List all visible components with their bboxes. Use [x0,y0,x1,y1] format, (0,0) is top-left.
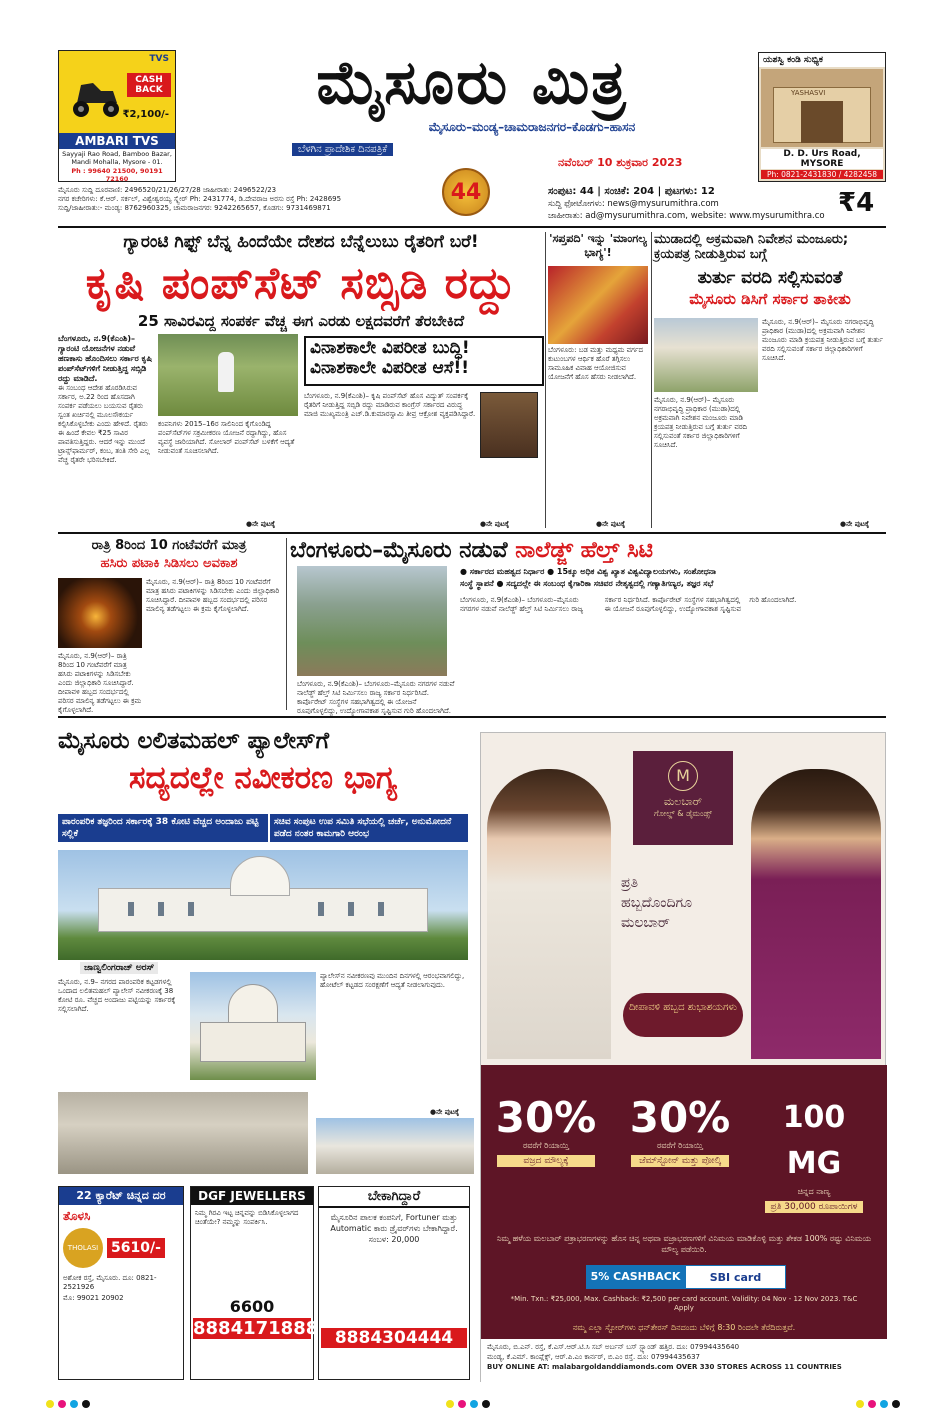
dealer-address: Sayyaji Rao Road, Bamboo Bazar, Mandi Mohalla, Mysore - 01. [62,150,172,166]
malabar-advertisement [480,732,886,1382]
muda-headline: ತುರ್ತು ವರದಿ ಸಲ್ಲಿಸುವಂತೆ [697,268,843,288]
issue-date: ನವೆಂಬರ್ 10 ಶುಕ್ರವಾರ 2023 [558,156,683,169]
divider [58,532,886,534]
crackers-text: ಮೈಸೂರು, ನ.9(ಆರ್)– ರಾತ್ರಿ 8ರಿಂದ 10 ಗಂಟೆವರೆಗೆ ಮಾತ್ರ ಹಸಿರು ಪಟಾಕಿಗಳನ್ನು ಸಿಡಿಸಬೇಕು ಎಂದು ಜಿಲ್ಲಾಧಿಕಾರಿ ಸೂಚಿಸಿದ್ದಾರೆ. ದೀಪಾವಳಿ ಹಬ್ಬದ ಸಂದರ್ಭದಲ್ಲಿ ಪರಿಸರ ಮಾಲಿನ್ಯ ತಡೆಗಟ್ಟಲು ಈ ಕ್ರಮ ಕೈಗೊಳ್ಳಲಾಗಿದೆ. [146,578,280,613]
offer-1-value: 30% [495,1093,597,1142]
lead-headline: ಕೃಷಿ ಪಂಪ್‌ಸೆಟ್ ಸಬ್ಸಿಡಿ ರದ್ದು [85,258,517,309]
knowledge-city-body-2 [297,680,457,715]
contact-line-1: ಮೈಸೂರು ಸುದ್ದಿ ದೂರವಾಣಿ: 2496520/21/26/27/28 ಜಾಹೀರಾತು: 2496522/23 [58,186,277,194]
crackers-headline: ಹಸಿರು ಪಟಾಕಿ ಸಿಡಿಸಲು ಅವಕಾಶ [100,556,238,571]
aerial-city-photo [297,566,447,676]
anniversary-emblem [442,168,490,216]
muda-continued: ●ನೇ ಪುಟಕ್ಕೆ [840,520,870,528]
palace-facade-photo [316,1118,474,1174]
address-line-1: ಮೈಸೂರು, ಬಿ.ಎನ್. ರಸ್ತೆ, ಕೆ.ಎಸ್.ಆರ್.ಟಿ.ಸಿ ಸಬ್ ಅರ್ಬನ್ ಬಸ್ ಸ್ಟ್ಯಾಂಡ್ ಹತ್ತಿರ. ದೂ: 07994435640 [487,1343,740,1351]
opinion-body [304,392,476,522]
lead-body-2: ಕಂಪನಿಗಳು 2015–16ರ ಸಾಲಿನಿಂದ ಕೈಗೊಂಡಿದ್ದ ಪಂಪ್‌ಸೆಟ್‌ಗಳ ಸಕ್ರಮೀಕರಣ ಯೋಜನೆ ರದ್ದಾಗಿದ್ದು, ಹೊಸ ವ್ಯವಸ್ಥೆ ಜಾರಿಯಾಗಿದೆ. ಸೋಲಾರ್ ಪಂಪ್‌ಸೆಟ್ ಬಳಕೆಗೆ ಆದ್ಯತೆ ನೀಡುವಂತೆ ಸೂಚಿಸಲಾಗಿದೆ. [158,420,295,455]
lalitha-continued: ●ನೇ ಪುಟಕ್ಕೆ [430,1108,460,1116]
wanted-advertisement [318,1186,470,1380]
address-line-2: ಮಂಡ್ಯ, ಕೆ.ಎಮ್. ಕಾಂಪ್ಲೆಕ್ಸ್, ಆರ್.ಪಿ.ಎಂ ಕಾರ್ನರ್, ಬಿ.ಎಂ ರಸ್ತೆ. ದೂ: 07994435637 [487,1353,700,1361]
knowledge-city-headline-b: ನಾಲೆಡ್ಜ್ ಹೆಲ್ತ್ ಸಿಟಿ [515,538,654,563]
divider [58,226,886,228]
offer-2-value: 30% [629,1093,731,1142]
scooter-icon [67,69,123,121]
yashasvi-phone: Ph: 0821-2431830 / 4282458 [761,170,883,179]
lalitha-headline: ಸದ್ಯದಲ್ಲೇ ನವೀಕರಣ ಭಾಗ್ಯ [129,760,397,796]
exchange-note: ನಿಮ್ಮ ಹಳೆಯ ಮಲಬಾರ್ ಪತ್ರಾಭರಣಗಳನ್ನು ಹೊಸ ಚಿನ್ನ ಅಥವಾ ವಜ್ರಾಭರಣಗಳಿಗೆ ವಿನಿಮಯ ಮಾಡಿಕೊಳ್ಳಿ ಮತ್ತು ಶೇಕಡ 100% ರಷ್ಟು ವಿನಿಮಯ ಮೌಲ್ಯ ಪಡೆಯಿರಿ. [496,1234,872,1254]
tholasi-phone: ಮೊ: 99021 20902 [63,1294,124,1302]
lalitha-text-2: ಪ್ಯಾಲೇಸ್‌ನ ನವೀಕರಣವು ಮುಂದಿನ ದಿನಗಳಲ್ಲಿ ಆರಂಭವಾಗಲಿದ್ದು, ಹೋಟೆಲ್ ಕಟ್ಟಡದ ಸಂರಕ್ಷಣೆಗೆ ಆದ್ಯತೆ ನೀಡಲಾಗುವುದು. [320,972,465,989]
muda-body-right [762,318,886,522]
author-caption: ಜಾಣ್ವಲಿಂಗರಾಜ್ ಅರಸ್ [80,962,158,974]
wanted-body: ಮೈಸೂರಿನ ಪಾಲಕ ಕಂಪನಿಗೆ, Fortuner ಮತ್ತು Automatic ಕಾರು ಡ್ರೈವರ್‌ಗಳು ಬೇಕಾಗಿದ್ದಾರೆ. ಸಂಬಳ: 20,000 [330,1213,458,1244]
crackers-body [146,578,280,706]
muda-body-left [654,396,758,522]
emblem-number: 44 [450,179,482,205]
gold-rate-title: 22 ಕ್ಯಾರೆಟ್ ಚಿನ್ನದ ದರ [59,1187,183,1205]
print-registration-marks [46,1400,90,1408]
knowledge-city-headline [290,538,886,563]
print-registration-marks [856,1400,900,1408]
slogan-line-3: ಮಲಬಾರ್ [621,915,670,931]
model-right-image [751,769,881,1059]
diya-photo [58,578,142,648]
diamond-offer [487,1095,605,1167]
dealer-name: AMBARI TVS [59,133,175,149]
print-registration-marks [446,1400,490,1408]
contact-info [58,186,438,213]
divider [545,232,546,528]
newspaper-title: ಮೈಸೂರು ಮಿತ್ರ [316,48,628,118]
dgf-title: DGF JEWELLERS [191,1187,313,1205]
opinion-line-2: ವಿನಾಶಕಾಲೇ ವಿಪರೀತ ಆಸೆ!! [310,358,469,378]
muda-text: ಮೈಸೂರು, ನ.9(ಆರ್)– ಮೈಸೂರು ನಗರಾಭಿವೃದ್ಧಿ ಪ್ರಾಧಿಕಾರ (ಮುಡಾ)ದಲ್ಲಿ ಅಕ್ರಮವಾಗಿ ನಿವೇಶನ ಮಂಜೂರು ಮಾಡಿ ಕ್ರಯಪತ್ರ ನೀಡುತ್ತಿರುವ ಬಗ್ಗೆ ತುರ್ತು ವರದಿ ಸಲ್ಲಿಸುವಂತೆ ಸರ್ಕಾರ ಜಿಲ್ಲಾಧಿಕಾರಿಗಳಿಗೆ ಸೂಚಿಸಿದೆ. [762,318,883,362]
divider [651,232,652,528]
dc-office-photo [654,318,758,392]
cashback-label: CASH BACK [127,73,171,97]
building-image [761,69,883,147]
palace-dome-photo [190,972,316,1080]
dgf-phone: 8884171888 [193,1318,319,1339]
bullet-line-1: ● ಸರ್ಕಾರದ ಮಹತ್ವದ ನಿರ್ಧಾರ ● 15ಕ್ಕೂ ಅಧಿಕ ವಿಶ್ವ ಖ್ಯಾತ ವಿಶ್ವವಿದ್ಯಾಲಯಗಳು, ಸಂಶೋಧನಾ [460,567,717,576]
lead-column-2 [158,420,298,524]
yashasvi-name: ಯಶಸ್ವಿ ಕಂಡಿ ಸುಭ್ಯಿಕ [759,53,885,67]
masthead [198,46,746,169]
yashasvi-road: D. D. Urs Road, MYSORE [761,149,883,169]
tholasi-brand: ತೊಳಸಿ [63,1209,91,1223]
lalitha-mahal-photo [58,850,468,960]
sbi-card-logo: SBI card [685,1265,786,1289]
tholasi-advertisement [58,1186,184,1380]
crackers-text-2: ಮೈಸೂರು, ನ.9(ಆರ್)– ರಾತ್ರಿ 8ರಿಂದ 10 ಗಂಟೆವರೆಗೆ ಮಾತ್ರ ಹಸಿರು ಪಟಾಕಿಗಳನ್ನು ಸಿಡಿಸಬೇಕು ಎಂದು ಜಿಲ್ಲಾಧಿಕಾರಿ ಸೂಚಿಸಿದ್ದಾರೆ. ದೀಪಾವಳಿ ಹಬ್ಬದ ಸಂದರ್ಭದಲ್ಲಿ ಪರಿಸರ ಮಾಲಿನ್ಯ ತಡೆಗಟ್ಟಲು ಈ ಕ್ರಮ ಕೈಗೊಳ್ಳಲಾಗಿದೆ. [58,652,142,714]
tholasi-address: ಅಶೋಕ ರಸ್ತೆ, ಮೈಸೂರು. ದೂ: 0821-2521926 [63,1274,157,1291]
terms-conditions: *Min. Txn.: ₹25,000, Max. Cashback: ₹2,500 per card account. Validity: 04 Nov - 12 Nov 2023. T&C Apply [510,1295,858,1312]
mangalya-story [548,232,648,260]
issue-info [548,186,828,222]
malabar-brand: ಮಲಬಾರ್ [663,795,703,808]
lead-continued: ●ನೇ ಪುಟಕ್ಕೆ [246,520,276,528]
gold-coin-offer [755,1095,873,1213]
wanted-title: ಬೇಕಾಗಿದ್ದಾರೆ [319,1187,469,1208]
buy-online: BUY ONLINE AT: malabargoldanddiamonds.com OVER 330 STORES ACROSS 11 COUNTRIES [487,1363,842,1371]
festival-slogan [621,873,751,933]
lead-lede: ಬೆಂಗಳೂರು, ನ.9(ಕೆಎಂಶಿ)–ಗ್ಯಾರಂಟಿ ಯೋಜನೆಗಳ ನಡುವೆ ಹಣಕಾಸು ಹೊಂದಿಸಲು ಸರ್ಕಾರ ಕೃಷಿ ಪಂಪ್‌ಸೆಟ್‌ಗಳಿಗೆ ನೀಡುತ್ತಿದ್ದ ಸಬ್ಸಿಡಿ ರದ್ದು ಮಾಡಿದೆ. [58,334,152,383]
offer-3-value: 100 MG [782,1100,846,1181]
crackers-body-2 [58,652,142,714]
cashback-text: 5% CASHBACK [586,1265,685,1289]
gemstone-offer [621,1095,739,1167]
farmer-field-photo [158,334,298,416]
opinion-line-1: ವಿನಾಶಕಾಲೇ ವಿಪರೀತ ಬುದ್ಧಿ! [310,338,470,358]
opinion-text: ಬೆಂಗಳೂರು, ನ.9(ಕೆಎಂಶಿ)– ಕೃಷಿ ಪಂಪ್‌ಸೆಟ್ ಹೊಸ ವಿದ್ಯುತ್ ಸಂಪರ್ಕಕ್ಕೆ ರೈತರಿಗೆ ನೀಡುತ್ತಿದ್ದ ಸಬ್ಸಿಡಿ ರದ್ದು ಮಾಡಿರುವ ಕಾಂಗ್ರೆಸ್ ಸರ್ಕಾರದ ವಿರುದ್ಧ ಮಾಜಿ ಮುಖ್ಯಮಂತ್ರಿ ಎಚ್.ಡಿ.ಕುಮಾರಸ್ವಾಮಿ ತೀವ್ರ ಆಕ್ರೋಶ ವ್ಯಕ್ತಪಡಿಸಿದ್ದಾರೆ. [304,392,476,418]
offer-3-sub: ಚಿನ್ನದ ನಾಣ್ಯ [797,1187,831,1196]
lalitha-tag-1: ಪಾರಂಪರಿಕ ತಜ್ಞರಿಂದ ಸರ್ಕಾರಕ್ಕೆ 38 ಕೋಟಿ ವೆಚ್ಚದ ಅಂದಾಜು ಪಟ್ಟಿ ಸಲ್ಲಿಕೆ [58,814,268,842]
email-line: ಸುದ್ದಿ ಫೋಟೋಗಳು: news@mysurumithra.com [548,199,719,209]
knowledge-city-body [460,596,886,706]
malabar-brand-2: ಗೋಲ್ಡ್ & ಡೈಮಂಡ್ಸ್ [654,809,712,818]
yashasvi-advertisement [758,52,886,182]
cover-price: ₹4 [838,188,875,218]
store-addresses [481,1339,887,1383]
mangalya-kicker: 'ಸಪ್ತಪದಿ' ಇನ್ನು 'ಮಾಂಗಲ್ಯ ಭಾಗ್ಯ'! [549,232,647,259]
offer-3-label: ಪ್ರತಿ 30,000 ರೂಪಾಯಿಗಳ [765,1201,863,1213]
mangalya-text: ಬೆಂಗಳೂರು: ಬಡ ಮತ್ತು ಮಧ್ಯಮ ವರ್ಗದ ಕುಟುಂಬಗಳ ಆರ್ಥಿಕ ಹೊರೆ ತಗ್ಗಿಸಲು ಸಾಮೂಹಿಕ ವಿವಾಹ ಆಯೋಜಿಸುವ ಯೋಜನೆಗೆ ಹೊಸ ಹೆಸರು ನೀಡಲಾಗಿದೆ. [548,346,644,381]
crackers-kicker: ರಾತ್ರಿ 8ರಿಂದ 10 ಗಂಟೆವರೆಗೆ ಮಾತ್ರ [91,538,247,553]
lalitha-body [58,978,186,1086]
sbi-cashback-banner [586,1265,786,1289]
dgf-body: ನಿಮ್ಮ ಗಿರವಿ ಇಟ್ಟ ಚಿನ್ನವನ್ನು ಬಿಡಿಸಿಕೊಳ್ಳಲಾಗದ ಚಿಂತೆಯೇ? ನಮ್ಮನ್ನು ಸಂಪರ್ಕಿಸಿ. [195,1209,299,1226]
offer-1-label: ವಜ್ರದ ಮೌಲ್ಯಕ್ಕೆ [497,1155,595,1167]
lalitha-body-2 [320,972,472,1112]
tvs-advertisement [58,50,176,182]
opinion-box [304,336,544,386]
yashasvi-sign: YASHASVI [791,89,826,97]
knowledge-city-bullets [460,566,886,590]
dgf-price: 6600 [193,1297,311,1316]
lalitha-kicker: ಮೈಸೂರು ಲಲಿತಮಹಲ್ ಪ್ಯಾಲೇಸ್‌ಗೆ [58,728,329,754]
lead-kicker: ಗ್ಯಾರಂಟಿ ಗಿಫ್ಟ್ ಬೆನ್ನ ಹಿಂದೆಯೇ ದೇಶದ ಬೆನ್ನೆಲುಬು ರೈತರಿಗೆ ಬರೆ! [123,232,479,252]
ad-email-line: ಜಾಹೀರಾತು: ad@mysurumithra.com, website: www.mysurumithra.co [548,211,825,221]
knowledge-city-headline-a: ಬೆಂಗಳೂರು–ಮೈಸೂರು ನಡುವೆ [290,538,508,563]
mangalya-continued: ●ನೇ ಪುಟಕ್ಕೆ [596,520,626,528]
divider [286,538,287,710]
muda-headline-2: ಮೈಸೂರು ಡಿಸಿಗೆ ಸರ್ಕಾರ ತಾಕೀತು [689,290,851,308]
malabar-m-icon: M [668,761,698,791]
mangalya-body [548,346,648,522]
dgf-advertisement [190,1186,319,1380]
dealer-phone: Ph : 99640 21500, 90191 72160 [71,167,163,183]
lead-subhead: 25 ಸಾವಿರವಿದ್ದ ಸಂಪರ್ಕ ವೆಚ್ಚ ಈಗ ಎರಡು ಲಕ್ಷದವರೆಗೆ ತೆರಬೇಕಿದೆ [137,312,465,330]
offer-1-sub: ರವರೆಗೆ ರಿಯಾಯ್ತಿ [523,1141,569,1150]
muda-text-2: ಮೈಸೂರು, ನ.9(ಆರ್)– ಮೈಸೂರು ನಗರಾಭಿವೃದ್ಧಿ ಪ್ರಾಧಿಕಾರ (ಮುಡಾ)ದಲ್ಲಿ ಅಕ್ರಮವಾಗಿ ನಿವೇಶನ ಮಂಜೂರು ಮಾಡಿ ಕ್ರಯಪತ್ರ ನೀಡುತ್ತಿರುವ ಬಗ್ಗೆ ತುರ್ತು ವರದಿ ಸಲ್ಲಿಸುವಂತೆ ಸರ್ಕಾರ ಜಿಲ್ಲಾಧಿಕಾರಿಗಳಿಗೆ ಸೂಚಿಸಿದೆ. [654,396,748,449]
contact-line-2: ನಗರ ಕಚೇರಿಗಳು: ಕೆ.ಆರ್. ಸರ್ಕಲ್, ವಿಶ್ವೇಶ್ವರಯ್ಯ ಸ್ಕ್ವೇರ್ Ph: 2431774, ಡಿ.ದೇವರಾಜ ಅರಸು ರಸ್ತೆ Ph: 2428695 [58,195,342,203]
wedding-photo [548,266,648,344]
cashback-amount: ₹2,100/- [122,109,169,120]
muda-kicker: ಮುಡಾದಲ್ಲಿ ಅಕ್ರಮವಾಗಿ ನಿವೇಶನ ಮಂಜೂರು; ಕ್ರಯಪತ್ರ ನೀಡುತ್ತಿರುವ ಬಗ್ಗೆ [654,232,849,262]
lalitha-tag-2: ಸಚಿವ ಸಂಪುಟ ಉಪ ಸಮಿತಿ ಸಭೆಯಲ್ಲಿ ಚರ್ಚೆ, ಅನುಮೋದನೆ ಪಡೆದ ನಂತರ ಕಾಮಗಾರಿ ಆರಂಭ [270,814,468,842]
opinion-continued: ●ನೇ ಪುಟಕ್ಕೆ [480,520,510,528]
knowledge-city-text-2: ಬೆಂಗಳೂರು, ನ.9(ಕೆಎಂಶಿ)– ಬೆಂಗಳೂರು–ಮೈಸೂರು ನಗರಗಳ ನಡುವೆ ನಾಲೆಡ್ಜ್ ಹೆಲ್ತ್ ಸಿಟಿ ನಿರ್ಮಿಸಲು ರಾಜ್ಯ ಸರ್ಕಾರ ನಿರ್ಧರಿಸಿದೆ. ಕಾರ್ಪೊರೇಟ್ ಸಂಸ್ಥೆಗಳ ಸಹಭಾಗಿತ್ವದಲ್ಲಿ ಈ ಯೋಜನೆ ರೂಪುಗೊಳ್ಳಲಿದ್ದು, ಉದ್ಯೋಗಾವಕಾಶ ಸೃಷ್ಟಿಸುವ ಗುರಿ ಹೊಂದಲಾಗಿದೆ. [297,680,455,715]
palace-interior-photo [58,1092,308,1174]
lead-column-1 [58,334,154,530]
lead-body: ಈ ಸಂಬಂಧ ಆದೇಶ ಹೊರಡಿಸಿರುವ ಸರ್ಕಾರ, ಅ.22 ರಿಂದ ಹೊಸದಾಗಿ ಸಂಪರ್ಕ ಪಡೆಯಲು ಬಯಸುವ ರೈತರು ಸ್ವಂತ ಖರ್ಚಿನಲ್ಲಿ ಮೂಲಸೌಕರ್ಯ ಕಲ್ಪಿಸಿಕೊಳ್ಳಬೇಕು ಎಂದು ಹೇಳಿದೆ. ರೈತರು ಈ ಹಿಂದೆ ಕೇವಲ ₹25 ಸಾವಿರ ಪಾವತಿಸುತ್ತಿದ್ದರು. ಆದರೆ ಇನ್ನು ಮುಂದೆ ಟ್ರಾನ್ಸ್‌ಫಾರ್ಮರ್, ಕಂಬ, ತಂತಿ ಸೇರಿ ಎಲ್ಲ ವೆಚ್ಚ ರೈತರೇ ಭರಿಸಬೇಕಿದೆ. [58,384,150,464]
malabar-logo [633,751,733,845]
model-left-image [487,769,611,1059]
stores-note: ನಮ್ಮ ಎಲ್ಲಾ ಸ್ಟೋರ್‌ಗಳು ಧನ್‌ತೇರಸ್‌ ದಿನದಂದು ಬೆಳಿಗ್ಗೆ 8:30 ರಿಂದಲೇ ತೆರೆದಿರುತ್ತವೆ. [572,1323,796,1332]
deepavali-greeting: ದೀಪಾವಳಿ ಹಬ್ಬದ ಶುಭಾಶಯಗಳು [623,993,743,1037]
newspaper-tagline: ಬೆಳಗಿನ ಪ್ರಾದೇಶಿಕ ದಿನಪತ್ರಿಕೆ [292,143,393,156]
bullet-line-2: ಸಂಸ್ಥೆ ಸ್ಥಾಪನೆ ● ಸದ್ಯದಲ್ಲೇ ಈ ಸಂಬಂಧ ಕೈಗಾರಿಕಾ ಸಚಿವರ ನೇತೃತ್ವದಲ್ಲಿ ಗಣ್ಯಾತಿಗಣ್ಯರ, ತಜ್ಞರ ಸಭೆ [460,579,714,588]
newspaper-subtitle: ಮೈಸೂರು–ಮಂಡ್ಯ–ಚಾಮರಾಜನಗರ–ಕೊಡಗು–ಹಾಸನ [428,120,636,134]
divider [58,716,886,718]
offer-2-label: ಜೆಮ್‌ಸ್ಟೋನ್ ಮತ್ತು ಪೋಲ್ಕಿ [631,1155,729,1167]
volume-line: ಸಂಪುಟ: 44 | ಸಂಚಿಕೆ: 204 | ಪುಟಗಳು: 12 [548,186,715,197]
offer-2-sub: ರವರೆಗೆ ರಿಯಾಯ್ತಿ [657,1141,703,1150]
lalitha-text: ಮೈಸೂರು, ನ.9– ನಗರದ ಪಾರಂಪರಿಕ ಕಟ್ಟಡಗಳಲ್ಲಿ ಒಂದಾದ ಲಲಿತಮಹಲ್ ಪ್ಯಾಲೇಸ್ ನವೀಕರಣಕ್ಕೆ 38 ಕೋಟಿ ರೂ. ವೆಚ್ಚದ ಅಂದಾಜು ಪಟ್ಟಿಯನ್ನು ಸರ್ಕಾರಕ್ಕೆ ಸಲ್ಲಿಸಲಾಗಿದೆ. [58,978,176,1013]
wanted-phone: 8884304444 [321,1328,467,1348]
gold-rate: 5610/- [107,1238,165,1258]
contact-line-3: ಸುದ್ದಿ/ಜಾಹೀರಾತು:- ಮಂಡ್ಯ: 8762960325, ಚಾಮರಾಜನಗರ: 9242265657, ಕೊಡಗು: 9731469871 [58,204,331,212]
kumaraswamy-portrait [480,392,538,458]
tholasi-logo: THOLASI [63,1228,103,1268]
offers-panel [481,1065,887,1383]
knowledge-city-text: ಬೆಂಗಳೂರು, ನ.9(ಕೆಎಂಶಿ)– ಬೆಂಗಳೂರು–ಮೈಸೂರು ನಗರಗಳ ನಡುವೆ ನಾಲೆಡ್ಜ್ ಹೆಲ್ತ್ ಸಿಟಿ ನಿರ್ಮಿಸಲು ರಾಜ್ಯ ಸರ್ಕಾರ ನಿರ್ಧರಿಸಿದೆ. ಕಾರ್ಪೊರೇಟ್ ಸಂಸ್ಥೆಗಳ ಸಹಭಾಗಿತ್ವದಲ್ಲಿ ಈ ಯೋಜನೆ ರೂಪುಗೊಳ್ಳಲಿದ್ದು, ಉದ್ಯೋಗಾವಕಾಶ ಸೃಷ್ಟಿಸುವ ಗುರಿ ಹೊಂದಲಾಗಿದೆ. [460,596,797,613]
slogan-line-2: ಹಬ್ಬದೊಂದಿಗೂ [621,895,693,911]
tvs-logo: TVS [149,54,169,64]
slogan-line-1: ಪ್ರತಿ [621,875,639,891]
